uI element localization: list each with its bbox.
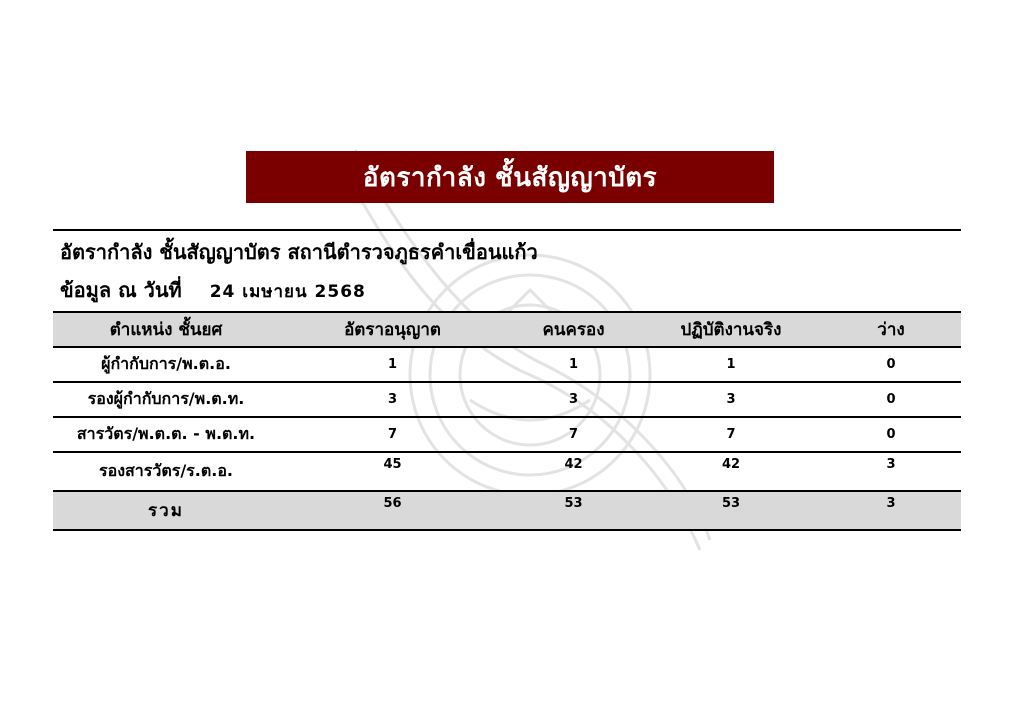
cell-allowed: 3 <box>279 382 506 417</box>
cell-held: 7 <box>506 417 641 452</box>
cell-actual: 7 <box>641 417 821 452</box>
data-date-line <box>60 274 366 306</box>
cell-vacant: 3 <box>821 452 961 491</box>
table-row <box>53 382 961 417</box>
cell-total-held: 53 <box>506 491 641 530</box>
document-subtitle: อัตรากำลัง ชั้นสัญญาบัตร สถานีตำรวจภูธรคำเขื่อนแก้ว <box>60 240 538 264</box>
cell-total-allowed: 56 <box>279 491 506 530</box>
table-row <box>53 417 961 452</box>
cell-position: รองผู้กำกับการ/พ.ต.ท. <box>53 382 279 417</box>
cell-actual: 42 <box>641 452 821 491</box>
header-allowed: อัตราอนุญาต <box>279 312 506 347</box>
header-held: คนครอง <box>506 312 641 347</box>
cell-vacant: 0 <box>821 417 961 452</box>
date-value: 24 เมษายน 2568 <box>209 282 366 302</box>
table-row <box>53 347 961 382</box>
cell-allowed: 7 <box>279 417 506 452</box>
cell-held: 3 <box>506 382 641 417</box>
header-actual: ปฏิบัติงานจริง <box>641 312 821 347</box>
divider-line <box>53 229 961 231</box>
cell-position: ผู้กำกับการ/พ.ต.อ. <box>53 347 279 382</box>
table-row <box>53 452 961 491</box>
table-total-row <box>53 491 961 530</box>
cell-held: 42 <box>506 452 641 491</box>
cell-position: สารวัตร/พ.ต.ต. - พ.ต.ท. <box>53 417 279 452</box>
cell-allowed: 45 <box>279 452 506 491</box>
page-banner-title: อัตรากำลัง ชั้นสัญญาบัตร <box>246 151 774 203</box>
cell-total-vacant: 3 <box>821 491 961 530</box>
cell-position: รองสารวัตร/ร.ต.อ. <box>53 452 279 491</box>
cell-total-label: รวม <box>53 491 279 530</box>
cell-vacant: 0 <box>821 347 961 382</box>
cell-total-actual: 53 <box>641 491 821 530</box>
cell-actual: 3 <box>641 382 821 417</box>
cell-actual: 1 <box>641 347 821 382</box>
header-vacant: ว่าง <box>821 312 961 347</box>
cell-vacant: 0 <box>821 382 961 417</box>
header-position: ตำแหน่ง ชั้นยศ <box>53 312 279 347</box>
cell-held: 1 <box>506 347 641 382</box>
cell-allowed: 1 <box>279 347 506 382</box>
table-header-row <box>53 312 961 347</box>
manpower-table <box>53 311 961 531</box>
date-label: ข้อมูล ณ วันที่ <box>60 278 182 302</box>
